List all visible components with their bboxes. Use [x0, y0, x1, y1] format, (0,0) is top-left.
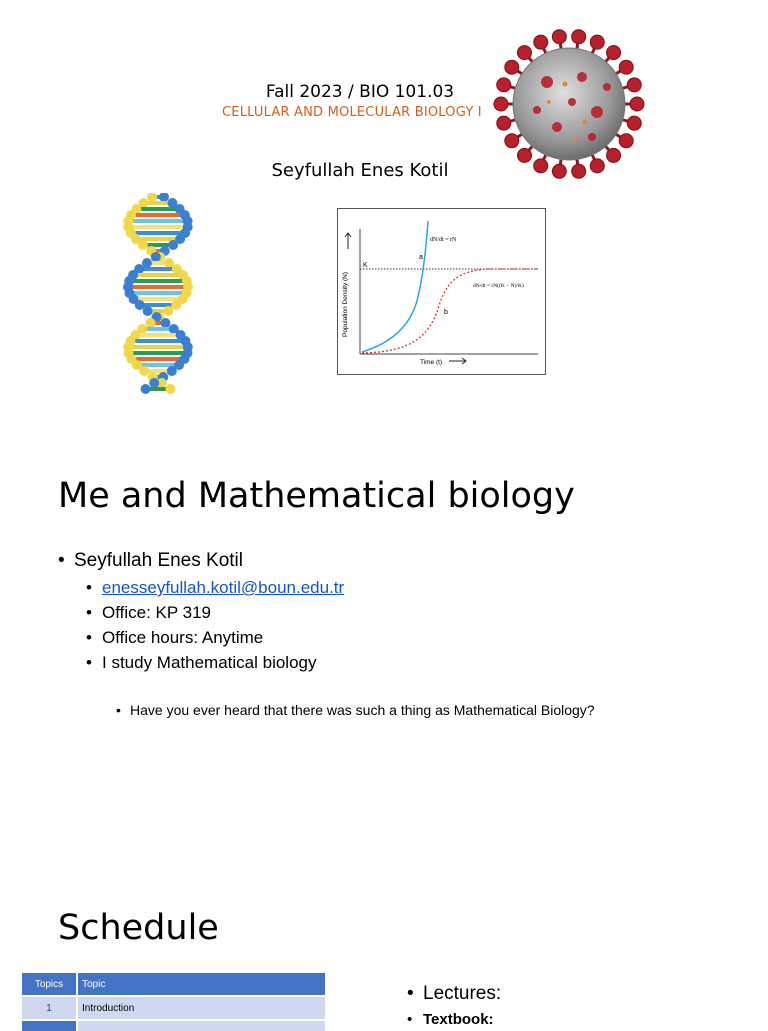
table-header-topics: Topics	[22, 973, 77, 996]
table-cell-num: 1	[22, 996, 77, 1020]
k-label: K	[363, 262, 368, 269]
table-header-row	[22, 973, 326, 996]
table-row	[22, 996, 326, 1020]
table-header-topic: Topic	[77, 973, 326, 996]
textbook-label: Textbook:	[423, 1011, 494, 1028]
list-item-question: • Have you ever heard that there was such a thing as Mathematical Biology?	[116, 702, 595, 718]
list-item-study: • I study Mathematical biology	[86, 653, 317, 672]
equation-a: dN/dt = rN	[430, 237, 457, 243]
list-item-email: • enesseyfullah.kotil@boun.edu.tr	[86, 578, 345, 597]
course-subtitle: CELLULAR AND MOLECULAR BIOLOGY I	[222, 105, 482, 120]
study-text: I study Mathematical biology	[102, 653, 317, 672]
email-link[interactable]: enesseyfullah.kotil@boun.edu.tr	[102, 578, 345, 597]
table-cell-topic: Introduction	[77, 996, 326, 1020]
x-axis-label: Time (t)	[420, 359, 443, 366]
lectures-item: • Lectures:	[407, 983, 502, 1004]
office-hours-text: Office hours: Anytime	[102, 628, 264, 647]
list-item-office: • Office: KP 319	[86, 603, 211, 622]
schedule-table	[22, 973, 327, 1031]
question-text: Have you ever heard that there was such a thing as Mathematical Biology?	[130, 702, 595, 718]
slide-title-schedule: Schedule	[58, 908, 219, 948]
author-name: Seyfullah Enes Kotil	[271, 160, 449, 181]
office-text: Office: KP 319	[102, 603, 211, 622]
curve-a-label: a	[419, 254, 423, 261]
table-row-partial	[22, 1020, 326, 1031]
name-text: Seyfullah Enes Kotil	[74, 550, 243, 571]
course-title: Fall 2023 / BIO 101.03	[265, 82, 455, 102]
dna-helix-image	[108, 193, 208, 398]
coronavirus-image	[487, 22, 652, 187]
logistic-growth-graph	[337, 208, 546, 375]
list-item-office-hours: • Office hours: Anytime	[86, 628, 264, 647]
lectures-label: Lectures:	[423, 983, 502, 1004]
list-item-name: • Seyfullah Enes Kotil	[58, 550, 243, 571]
slide-title-math-bio: Me and Mathematical biology	[58, 476, 575, 516]
equation-b: dN/dt = rN((K − N)/K)	[473, 283, 524, 289]
curve-b-label: b	[444, 309, 448, 316]
y-axis-label: Population Density (N)	[342, 271, 349, 337]
textbook-item: • Textbook:	[407, 1011, 494, 1028]
